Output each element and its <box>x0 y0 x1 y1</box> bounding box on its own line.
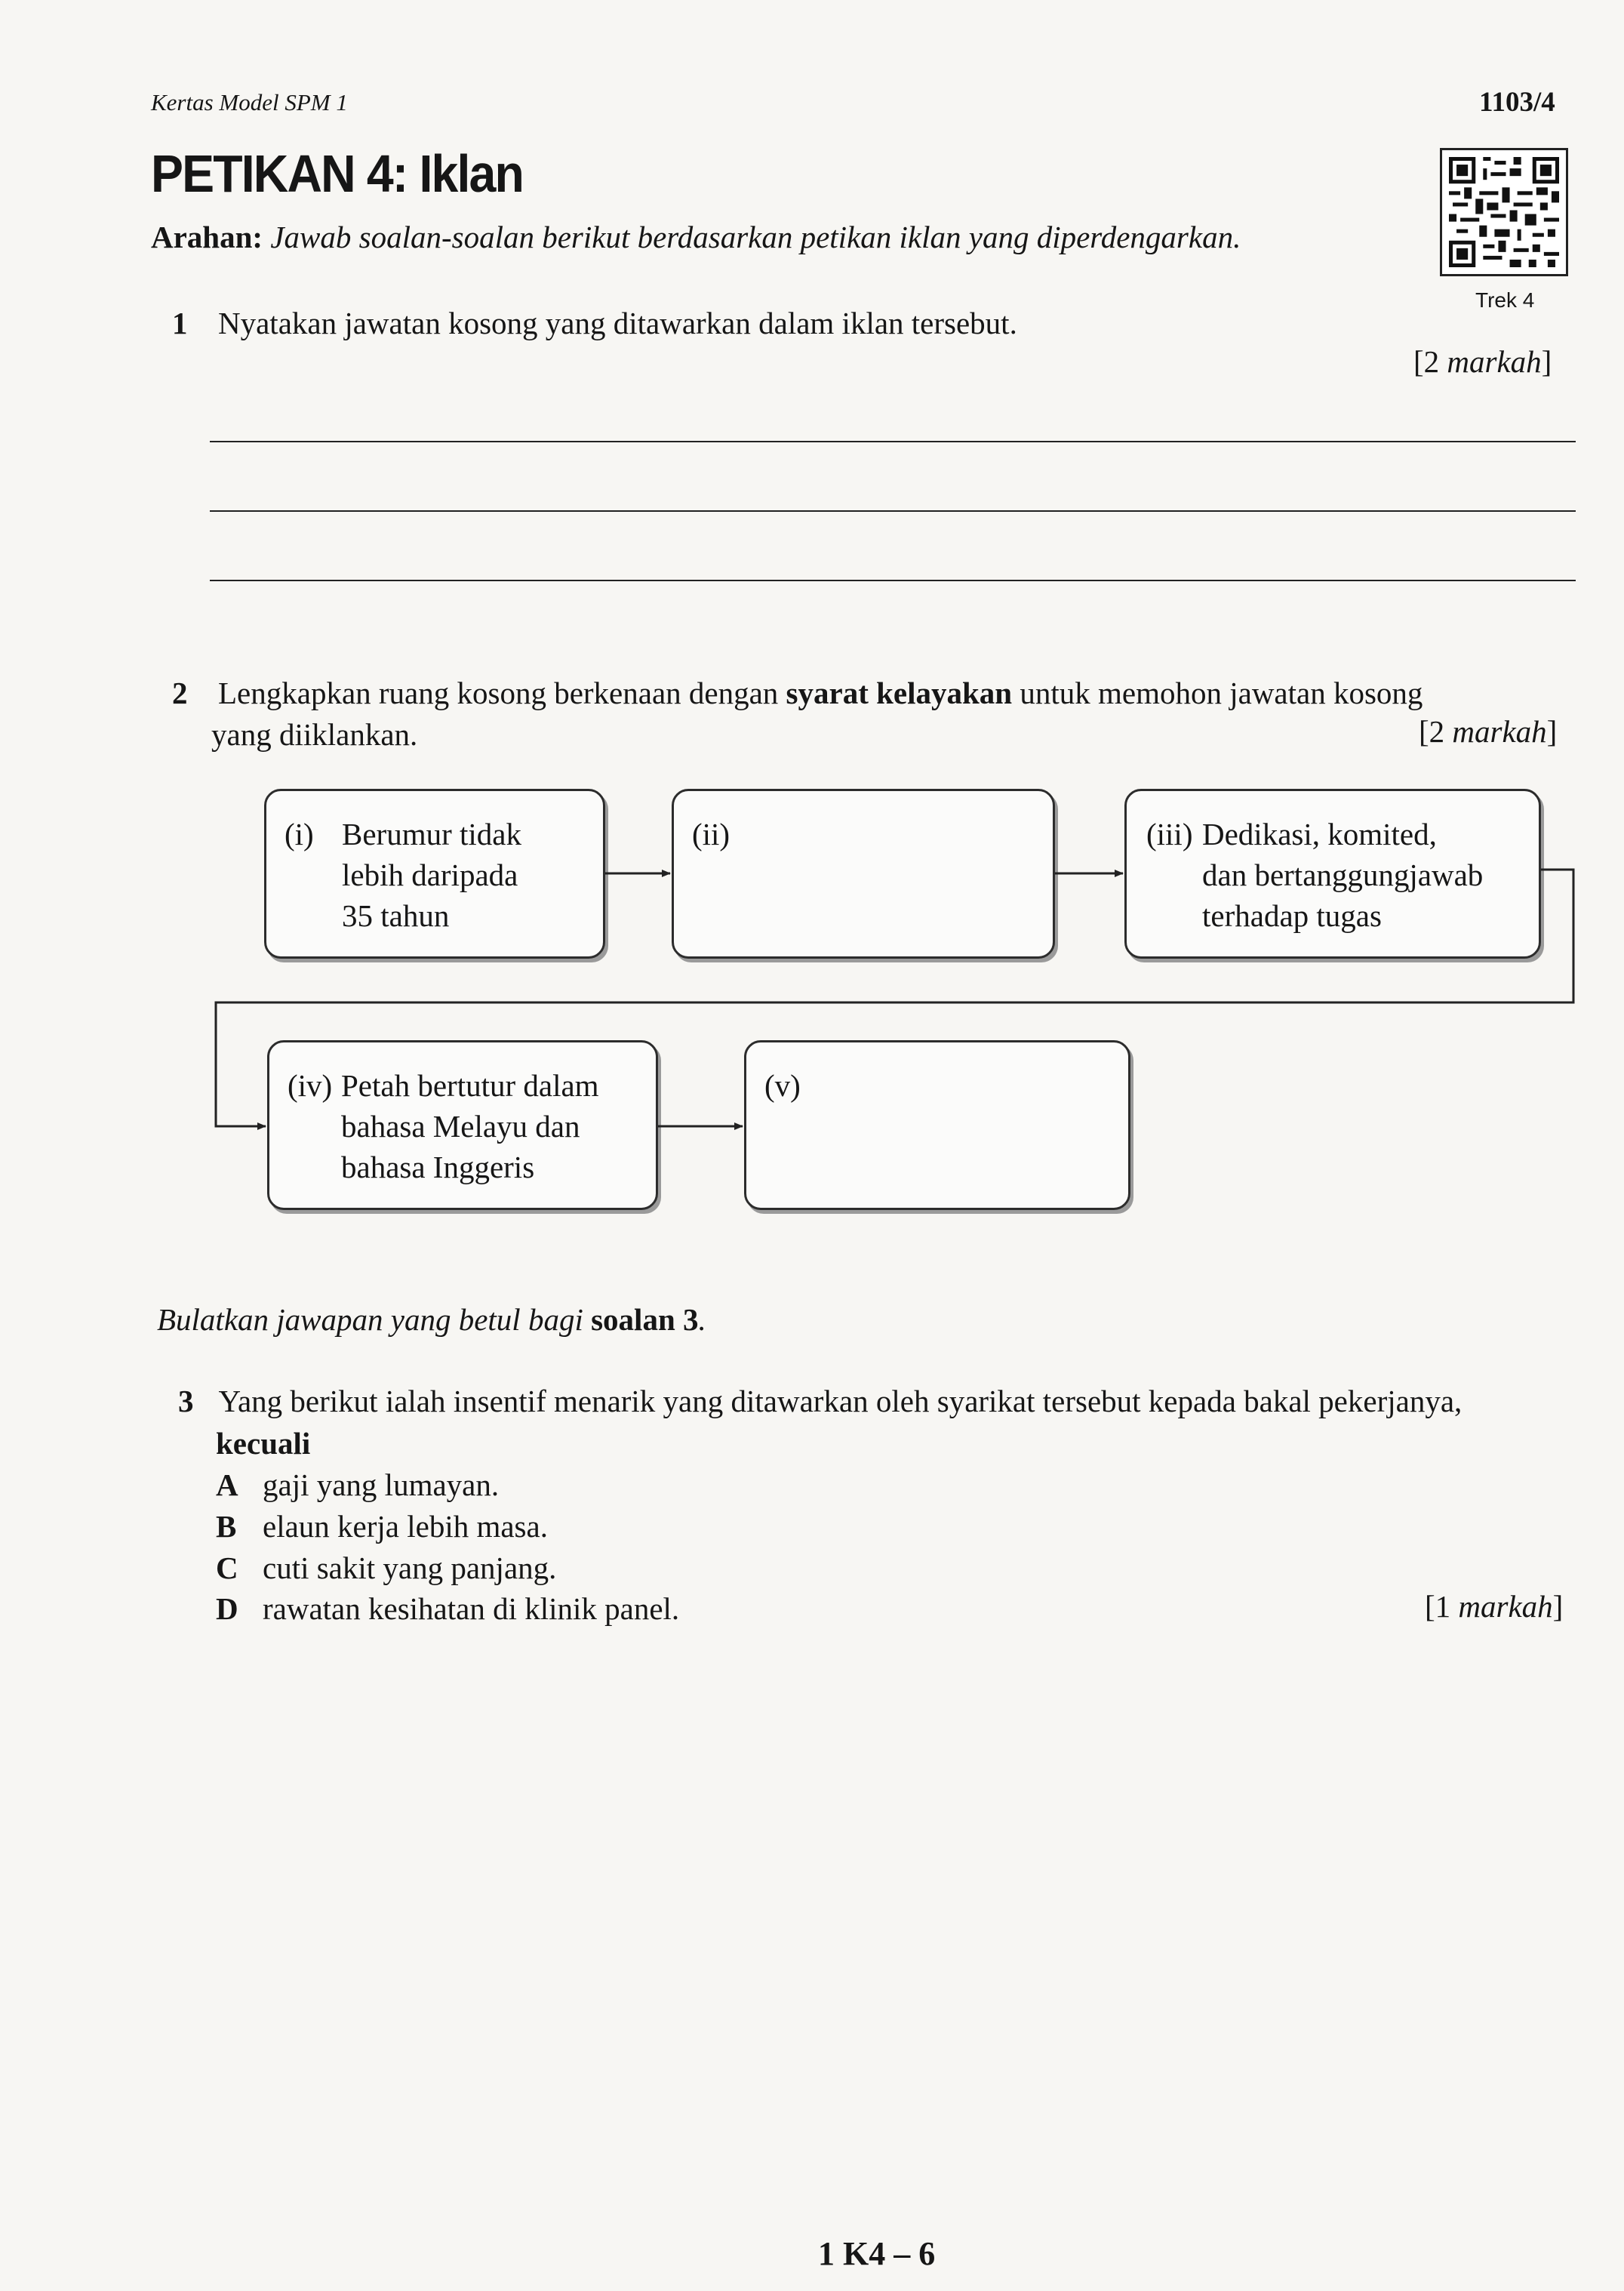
instruction-bold: soalan 3 <box>591 1302 699 1337</box>
marks-word: markah <box>1447 344 1542 379</box>
paper-header-left: Kertas Model SPM 1 <box>151 89 348 115</box>
marks-close: ] <box>1546 714 1558 749</box>
question-2-number: 2 <box>172 676 188 710</box>
question-3-text: Yang berikut ialah insentif menarik yang ditawarkan oleh syarikat tersebut kepada bakal pekerjanya, <box>218 1384 1463 1418</box>
question-1-text: Nyatakan jawatan kosong yang ditawarkan dalam iklan tersebut. <box>218 306 1017 340</box>
marks-close: ] <box>1552 1589 1564 1624</box>
flow-box-iii-line: terhadap tugas <box>1202 898 1382 933</box>
question-2-text-pre: Lengkapkan ruang kosong berkenaan dengan <box>218 676 786 710</box>
question-3-marks <box>1425 1588 1563 1624</box>
marks-close: ] <box>1541 344 1552 379</box>
flow-box-i-line: lebih daripada <box>342 858 518 892</box>
marks-open: [2 <box>1419 714 1453 749</box>
arrow-iii-to-iv <box>216 870 1573 1126</box>
option-letter: C <box>216 1550 238 1585</box>
question-2-text-bold: syarat kelayakan <box>786 676 1013 710</box>
flow-box-iii-line: Dedikasi, komited, <box>1202 817 1437 851</box>
question-2-line2: yang diiklankan. <box>211 717 418 752</box>
question-3-instruction <box>157 1301 706 1338</box>
flow-box-i-line: Berumur tidak <box>342 817 521 851</box>
flow-box-iv-line: Petah bertutur dalam <box>341 1068 599 1103</box>
instruction-text: Bulatkan jawapan yang betul bagi <box>157 1302 592 1337</box>
option-a[interactable] <box>216 1464 499 1505</box>
question-3 <box>178 1380 1462 1422</box>
track-label: Trek 4 <box>1475 288 1535 312</box>
option-b[interactable] <box>216 1506 548 1547</box>
question-3-kecuali: kecuali <box>216 1426 311 1461</box>
option-letter: B <box>216 1509 237 1544</box>
instructions-label: Arahan: <box>151 220 263 254</box>
flow-box-iv-label: (iv) <box>288 1068 333 1103</box>
flow-box-iv-line: bahasa Melayu dan <box>341 1109 580 1144</box>
option-letter: A <box>216 1467 238 1502</box>
option-text: elaun kerja lebih masa. <box>263 1509 548 1544</box>
question-3-number: 3 <box>178 1384 194 1418</box>
option-letter: D <box>216 1591 238 1626</box>
question-2-text-post: untuk memohon jawatan kosong <box>1012 676 1423 710</box>
marks-open: [2 <box>1413 344 1447 379</box>
option-text: rawatan kesihatan di klinik panel. <box>263 1591 680 1626</box>
paper-code: 1103/4 <box>1479 87 1555 118</box>
flow-box-i-label: (i) <box>285 817 314 851</box>
question-1-number: 1 <box>172 306 188 340</box>
option-d[interactable] <box>216 1588 679 1629</box>
flow-box-v-label: (v) <box>764 1068 801 1103</box>
flow-box-ii-label: (ii) <box>692 817 730 851</box>
marks-word: markah <box>1458 1589 1553 1624</box>
instructions-text: Jawab soalan-soalan berikut berdasarkan petikan iklan yang diperdengarkan. <box>270 220 1241 254</box>
flow-box-iii-line: dan bertanggungjawab <box>1202 858 1484 892</box>
flow-box-i-line: 35 tahun <box>342 898 450 933</box>
option-text: cuti sakit yang panjang. <box>263 1550 557 1585</box>
marks-open: [1 <box>1425 1589 1459 1624</box>
option-c[interactable] <box>216 1547 556 1588</box>
page-title: PETIKAN 4: Iklan <box>151 144 524 203</box>
marks-word: markah <box>1452 714 1547 749</box>
instruction-end: . <box>698 1302 706 1337</box>
flow-box-iii-label: (iii) <box>1146 817 1193 851</box>
option-text: gaji yang lumayan. <box>263 1467 500 1502</box>
page-number: 1 K4 – 6 <box>818 2235 936 2272</box>
flow-box-iv-line: bahasa Inggeris <box>341 1150 535 1184</box>
